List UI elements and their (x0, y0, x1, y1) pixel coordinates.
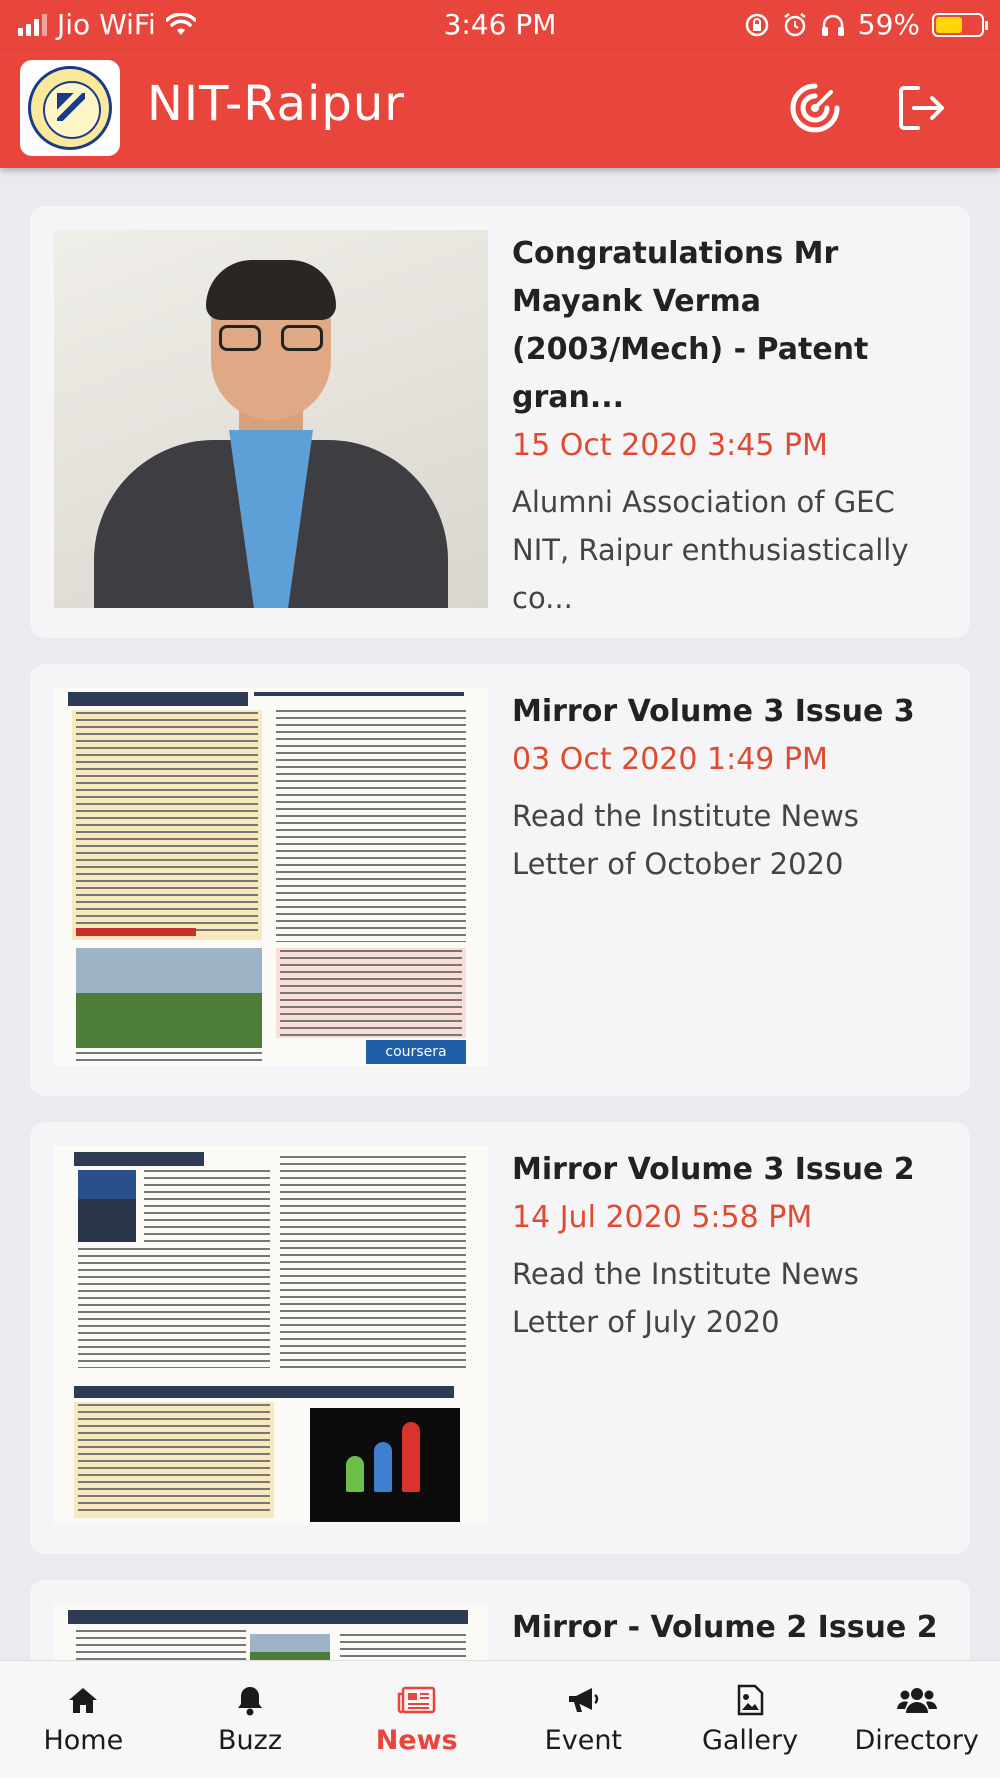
newspaper-icon (397, 1685, 437, 1715)
news-text (512, 1604, 952, 1660)
megaphone-icon (566, 1685, 600, 1715)
nav-label: Gallery (701, 1725, 799, 1756)
nav-item-home[interactable] (0, 1661, 167, 1778)
news-text (512, 230, 952, 622)
news-date: 15 Oct 2020 3:45 PM (512, 428, 828, 463)
nav-item-gallery[interactable] (667, 1661, 834, 1778)
nav-item-event[interactable] (500, 1661, 667, 1778)
news-date: 03 Oct 2020 1:49 PM (512, 742, 828, 777)
battery-fill (936, 17, 962, 33)
news-description: Alumni Association of GEC NIT, Raipur enthusiastically co... (512, 485, 909, 615)
news-description: Read the Institute News Letter of July 2020 (512, 1257, 859, 1339)
newsletter-preview: coursera (54, 688, 488, 1066)
news-title: Mirror Volume 3 Issue 2 (512, 1152, 915, 1187)
news-card[interactable] (30, 664, 970, 1096)
rotation-lock-icon (744, 12, 770, 38)
bottom-nav (0, 1660, 1000, 1778)
news-card[interactable] (30, 1122, 970, 1554)
portrait-photo (54, 230, 488, 608)
news-card[interactable] (30, 1580, 970, 1660)
news-thumbnail (54, 688, 488, 1066)
news-card[interactable] (30, 206, 970, 638)
news-title: Congratulations Mr Mayank Verma (2003/Mech) - Patent gran... (512, 236, 869, 415)
battery-icon (932, 13, 984, 37)
news-thumbnail (54, 230, 488, 608)
logout-button[interactable] (890, 76, 954, 140)
radar-button[interactable] (783, 76, 847, 140)
nav-label: Buzz (218, 1725, 282, 1756)
news-title: Mirror Volume 3 Issue 3 (512, 694, 915, 729)
app-title: NIT-Raipur (147, 76, 405, 132)
app-header (0, 50, 1000, 168)
newsletter-preview (54, 1604, 488, 1660)
carrier-name: Jio WiFi (57, 8, 156, 41)
headphones-icon (820, 12, 846, 38)
news-title: Mirror - Volume 2 Issue 2 (512, 1610, 938, 1645)
logout-icon (894, 80, 950, 136)
users-icon (897, 1685, 937, 1715)
nav-item-buzz[interactable] (167, 1661, 334, 1778)
status-right (744, 8, 984, 41)
bell-icon (236, 1684, 264, 1716)
nav-label: Directory (854, 1725, 979, 1756)
status-bar (0, 0, 1000, 50)
nav-item-news[interactable] (333, 1661, 500, 1778)
news-date: 14 Jul 2020 5:58 PM (512, 1200, 813, 1235)
newsletter-preview (54, 1146, 488, 1524)
news-text (512, 1146, 952, 1346)
radar-icon (787, 80, 843, 136)
status-time: 3:46 PM (443, 8, 557, 41)
news-description: Read the Institute News Letter of October 2020 (512, 799, 859, 881)
nav-label: News (375, 1725, 458, 1756)
alumni-association-logo (20, 60, 120, 156)
news-text (512, 688, 952, 888)
nav-item-directory[interactable] (833, 1661, 1000, 1778)
home-icon (67, 1685, 99, 1715)
news-thumbnail (54, 1604, 488, 1660)
battery-percent: 59% (857, 8, 920, 41)
news-feed[interactable] (0, 168, 1000, 1660)
image-icon (736, 1684, 764, 1716)
nav-label: Home (43, 1725, 124, 1756)
nav-label: Event (544, 1725, 623, 1756)
news-thumbnail (54, 1146, 488, 1524)
logo-emblem (28, 66, 112, 150)
alarm-icon (782, 12, 808, 38)
